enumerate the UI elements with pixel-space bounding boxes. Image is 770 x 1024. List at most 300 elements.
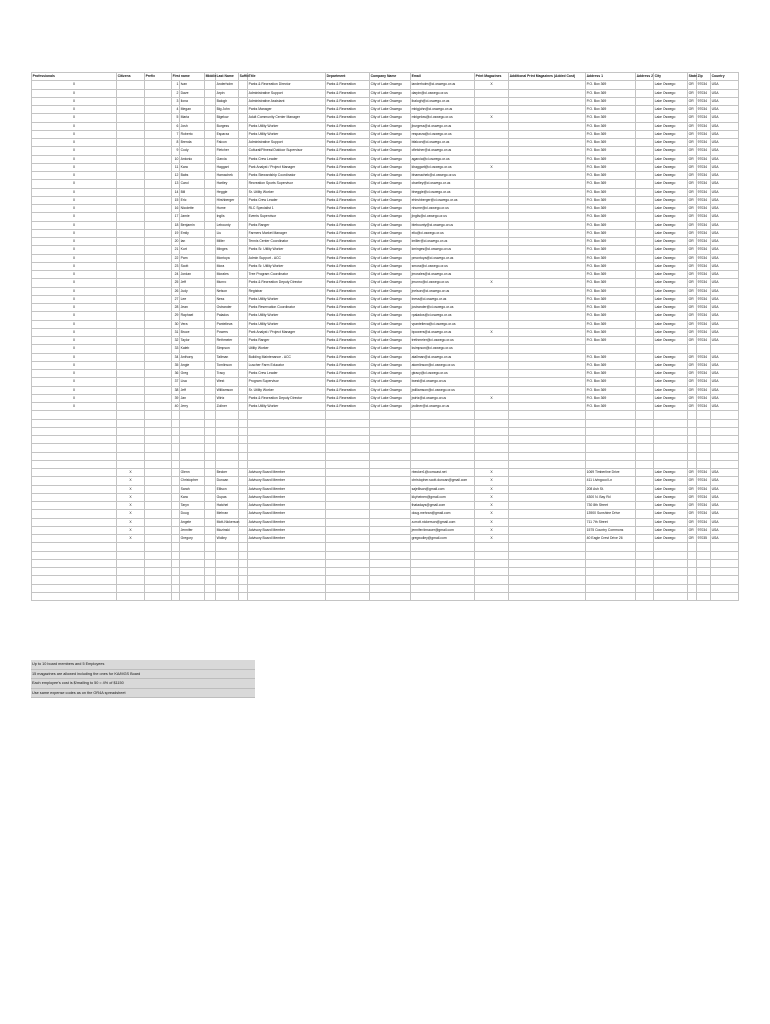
cell-department: Parks & Recreation: [326, 337, 370, 345]
cell-additional-magazines: [509, 427, 586, 435]
cell-company-name: City of Lake Oswego: [370, 312, 411, 320]
cell-print-magazines: X: [475, 493, 509, 501]
cell-middle: [205, 287, 216, 295]
cell-city: Lake Oswego: [654, 122, 688, 130]
cell-title: [248, 576, 326, 584]
cell-professionals: X: [32, 172, 117, 180]
cell-email: [411, 559, 475, 567]
cell-additional-magazines: [509, 81, 586, 89]
cell-address-2: [636, 122, 654, 130]
cell-state: OR: [688, 353, 697, 361]
cell-address-2: [636, 345, 654, 353]
cell-middle: [205, 147, 216, 155]
cell-first-name: [180, 568, 205, 576]
cell-company-name: City of Lake Oswego: [370, 271, 411, 279]
cell-title: Advisory Board Member: [248, 518, 326, 526]
cell-additional-magazines: [509, 477, 586, 485]
table-body: [32, 81, 739, 601]
cell-middle: [205, 592, 216, 600]
cell-country: USA: [711, 139, 739, 147]
cell-company-name: [370, 436, 411, 444]
cell-last-name: [216, 460, 239, 468]
empty-row: [32, 419, 739, 427]
cell-first-name: Eric: [180, 196, 205, 204]
cell-zip: [697, 551, 711, 559]
cell-title: RLC Specialist 1: [248, 205, 326, 213]
cell-suffix: [239, 460, 248, 468]
cell-additional-magazines: [509, 320, 586, 328]
cell-citizens: [117, 130, 145, 138]
cell-citizens: [117, 345, 145, 353]
cell-address-2: [636, 510, 654, 518]
cell-professionals: X: [32, 188, 117, 196]
cell-company-name: [370, 460, 411, 468]
cell-title: Advisory Board Member: [248, 510, 326, 518]
cell-state: [688, 345, 697, 353]
cell-last-name: Mott-Nickerson: [216, 518, 239, 526]
cell-first-name: Brenda: [180, 139, 205, 147]
cell-title: Parks Crew Leader: [248, 196, 326, 204]
cell-last-name: Powers: [216, 328, 239, 336]
cell-additional-magazines: [509, 89, 586, 97]
table-row: [32, 370, 739, 378]
cell-email: bheggie@ci.oswego.or.us: [411, 188, 475, 196]
cell-suffix: [239, 172, 248, 180]
cell-company-name: [370, 469, 411, 477]
cell-professionals: X: [32, 312, 117, 320]
cell-print-magazines: [475, 221, 509, 229]
cell-title: Advisory Board Member: [248, 469, 326, 477]
cell-last-name: Lebounty: [216, 221, 239, 229]
cell-citizens: [117, 213, 145, 221]
cell-city: Lake Oswego: [654, 287, 688, 295]
header-state: State: [688, 73, 697, 81]
cell-number: 2: [172, 89, 180, 97]
cell-suffix: [239, 205, 248, 213]
cell-address-2: [636, 394, 654, 402]
cell-professionals: [32, 460, 117, 468]
cell-department: [326, 576, 370, 584]
table-row: [32, 271, 739, 279]
cell-suffix: [239, 304, 248, 312]
cell-title: [248, 436, 326, 444]
cell-country: USA: [711, 213, 739, 221]
cell-number: 16: [172, 205, 180, 213]
cell-zip: 97034: [697, 139, 711, 147]
cell-company-name: [370, 411, 411, 419]
cell-company-name: City of Lake Oswego: [370, 196, 411, 204]
cell-last-name: Hamachek: [216, 172, 239, 180]
cell-country: USA: [711, 246, 739, 254]
cell-zip: [697, 543, 711, 551]
cell-print-magazines: [475, 130, 509, 138]
table-row: [32, 81, 739, 89]
header-company-name: Company Name: [370, 73, 411, 81]
cell-email: [411, 551, 475, 559]
cell-last-name: Garcia: [216, 155, 239, 163]
cell-country: USA: [711, 147, 739, 155]
cell-zip: 97034: [697, 485, 711, 493]
cell-middle: [205, 97, 216, 105]
spreadsheet-table: [31, 72, 739, 601]
table-row: [32, 205, 739, 213]
cell-number: [172, 452, 180, 460]
cell-suffix: [239, 477, 248, 485]
cell-address-2: [636, 163, 654, 171]
cell-department: [326, 493, 370, 501]
cell-email: ksimpson@ci.oswego.or.us: [411, 345, 475, 353]
cell-first-name: Jean: [180, 304, 205, 312]
cell-last-name: Hume: [216, 205, 239, 213]
empty-row: [32, 427, 739, 435]
cell-middle: [205, 543, 216, 551]
table-row: [32, 485, 739, 493]
cell-citizens: [117, 188, 145, 196]
cell-address-1: P.O. Box 369: [586, 279, 636, 287]
cell-middle: [205, 312, 216, 320]
cell-department: [326, 592, 370, 600]
cell-address-2: [636, 386, 654, 394]
cell-company-name: City of Lake Oswego: [370, 147, 411, 155]
cell-state: [688, 452, 697, 460]
cell-first-name: Benjamin: [180, 221, 205, 229]
cell-additional-magazines: [509, 353, 586, 361]
cell-state: OR: [688, 172, 697, 180]
cell-citizens: [117, 254, 145, 262]
cell-company-name: City of Lake Oswego: [370, 246, 411, 254]
cell-first-name: Doug: [180, 510, 205, 518]
cell-suffix: [239, 436, 248, 444]
note-line: Each employee's cost is $/mailing to 50 = 4% of $1150: [31, 679, 255, 689]
cell-state: [688, 460, 697, 468]
cell-prefix: [145, 576, 172, 584]
cell-citizens: [117, 163, 145, 171]
cell-email: eliu@ci.oswego.or.us: [411, 229, 475, 237]
cell-additional-magazines: [509, 114, 586, 122]
cell-address-2: [636, 526, 654, 534]
cell-address-2: [636, 271, 654, 279]
cell-print-magazines: X: [475, 279, 509, 287]
cell-department: Parks & Recreation: [326, 238, 370, 246]
cell-state: [688, 584, 697, 592]
cell-suffix: [239, 502, 248, 510]
cell-last-name: Hirshberger: [216, 196, 239, 204]
cell-company-name: City of Lake Oswego: [370, 114, 411, 122]
cell-state: OR: [688, 221, 697, 229]
table-row: [32, 510, 739, 518]
cell-city: Lake Oswego: [654, 246, 688, 254]
cell-state: OR: [688, 361, 697, 369]
cell-number: [172, 568, 180, 576]
cell-additional-magazines: [509, 526, 586, 534]
cell-email: sajellison@gmail.com: [411, 485, 475, 493]
cell-professionals: [32, 444, 117, 452]
cell-zip: 97034: [697, 353, 711, 361]
cell-address-2: [636, 221, 654, 229]
cell-citizens: [117, 279, 145, 287]
cell-last-name: Bigelow: [216, 114, 239, 122]
cell-middle: [205, 345, 216, 353]
cell-first-name: [180, 411, 205, 419]
cell-number: 1: [172, 81, 180, 89]
cell-citizens: [117, 122, 145, 130]
header-zip: Zip: [697, 73, 711, 81]
cell-last-name: [216, 452, 239, 460]
cell-city: [654, 576, 688, 584]
header-country: Country: [711, 73, 739, 81]
table-row: [32, 493, 739, 501]
cell-email: kkyheinen@gmail.com: [411, 493, 475, 501]
cell-department: Parks & Recreation: [326, 262, 370, 270]
cell-country: USA: [711, 510, 739, 518]
cell-print-magazines: [475, 89, 509, 97]
cell-company-name: City of Lake Oswego: [370, 337, 411, 345]
cell-additional-magazines: [509, 155, 586, 163]
cell-professionals: X: [32, 328, 117, 336]
cell-address-1: [586, 592, 636, 600]
header-prefix: Prefix: [145, 73, 172, 81]
cell-additional-magazines: [509, 361, 586, 369]
cell-company-name: [370, 493, 411, 501]
cell-company-name: [370, 419, 411, 427]
cell-print-magazines: [475, 361, 509, 369]
cell-middle: [205, 584, 216, 592]
cell-prefix: [145, 246, 172, 254]
cell-address-1: P.O. Box 369: [586, 361, 636, 369]
cell-department: [326, 460, 370, 468]
cell-suffix: [239, 337, 248, 345]
cell-address-1: P.O. Box 369: [586, 97, 636, 105]
cell-country: USA: [711, 403, 739, 411]
cell-prefix: [145, 205, 172, 213]
cell-address-1: P.O. Box 369: [586, 370, 636, 378]
empty-row: [32, 460, 739, 468]
table-row: [32, 345, 739, 353]
cell-print-magazines: [475, 97, 509, 105]
cell-city: [654, 551, 688, 559]
cell-number: 26: [172, 287, 180, 295]
table-row: [32, 221, 739, 229]
cell-department: Parks & Recreation: [326, 254, 370, 262]
cell-state: OR: [688, 229, 697, 237]
cell-first-name: Gregory: [180, 535, 205, 543]
cell-address-2: [636, 106, 654, 114]
cell-professionals: [32, 427, 117, 435]
cell-citizens: X: [117, 535, 145, 543]
cell-department: Parks & Recreation: [326, 163, 370, 171]
cell-first-name: Nicolette: [180, 205, 205, 213]
cell-address-1: P.O. Box 369: [586, 205, 636, 213]
cell-country: USA: [711, 254, 739, 262]
cell-professionals: [32, 477, 117, 485]
cell-country: USA: [711, 295, 739, 303]
cell-city: Lake Oswego: [654, 378, 688, 386]
cell-first-name: [180, 436, 205, 444]
cell-company-name: [370, 510, 411, 518]
cell-zip: 97034: [697, 205, 711, 213]
table-row: [32, 526, 739, 534]
cell-print-magazines: [475, 386, 509, 394]
cell-first-name: Megan: [180, 106, 205, 114]
header-middle: Middle: [205, 73, 216, 81]
cell-department: Parks & Recreation: [326, 312, 370, 320]
cell-country: USA: [711, 81, 739, 89]
cell-title: Parks Crew Leader: [248, 370, 326, 378]
cell-city: Lake Oswego: [654, 477, 688, 485]
cell-state: OR: [688, 254, 697, 262]
cell-last-name: [216, 419, 239, 427]
cell-country: USA: [711, 180, 739, 188]
cell-address-1: 711 7th Street: [586, 518, 636, 526]
cell-department: Parks & Recreation: [326, 221, 370, 229]
cell-suffix: [239, 221, 248, 229]
table-row: [32, 106, 739, 114]
cell-citizens: [117, 419, 145, 427]
cell-print-magazines: X: [475, 163, 509, 171]
cell-address-1: P.O. Box 369: [586, 89, 636, 97]
cell-last-name: Simpson: [216, 345, 239, 353]
cell-citizens: X: [117, 518, 145, 526]
cell-citizens: [117, 378, 145, 386]
cell-number: 25: [172, 279, 180, 287]
cell-company-name: [370, 444, 411, 452]
cell-title: [248, 452, 326, 460]
cell-print-magazines: [475, 106, 509, 114]
cell-state: OR: [688, 213, 697, 221]
cell-additional-magazines: [509, 287, 586, 295]
cell-country: USA: [711, 477, 739, 485]
cell-prefix: [145, 139, 172, 147]
cell-last-name: Falcon: [216, 139, 239, 147]
cell-email: resparza@ci.oswego.or.us: [411, 130, 475, 138]
cell-title: Parks Utility Worker: [248, 312, 326, 320]
cell-print-magazines: [475, 172, 509, 180]
cell-zip: 97034: [697, 163, 711, 171]
cell-number: 12: [172, 172, 180, 180]
cell-zip: 97034: [697, 370, 711, 378]
cell-state: OR: [688, 114, 697, 122]
cell-company-name: City of Lake Oswego: [370, 262, 411, 270]
table-row: [32, 97, 739, 105]
cell-city: Lake Oswego: [654, 229, 688, 237]
cell-additional-magazines: [509, 180, 586, 188]
cell-number: 18: [172, 221, 180, 229]
cell-address-1: P.O. Box 369: [586, 254, 636, 262]
cell-company-name: City of Lake Oswego: [370, 221, 411, 229]
cell-prefix: [145, 510, 172, 518]
cell-print-magazines: [475, 262, 509, 270]
cell-citizens: [117, 361, 145, 369]
cell-address-2: [636, 205, 654, 213]
cell-first-name: [180, 576, 205, 584]
cell-number: 19: [172, 229, 180, 237]
cell-additional-magazines: [509, 122, 586, 130]
cell-number: [172, 493, 180, 501]
cell-print-magazines: X: [475, 535, 509, 543]
cell-city: [654, 436, 688, 444]
cell-title: [248, 543, 326, 551]
cell-middle: [205, 469, 216, 477]
cell-city: Lake Oswego: [654, 254, 688, 262]
table-row: [32, 312, 739, 320]
cell-print-magazines: [475, 576, 509, 584]
cell-additional-magazines: [509, 345, 586, 353]
cell-department: [326, 584, 370, 592]
cell-address-1: P.O. Box 369: [586, 386, 636, 394]
cell-number: 7: [172, 130, 180, 138]
cell-country: USA: [711, 196, 739, 204]
cell-additional-magazines: [509, 295, 586, 303]
cell-first-name: Cody: [180, 147, 205, 155]
cell-last-name: Big John: [216, 106, 239, 114]
cell-additional-magazines: [509, 205, 586, 213]
cell-city: Lake Oswego: [654, 403, 688, 411]
cell-company-name: City of Lake Oswego: [370, 320, 411, 328]
note-line: Use same expense codes as on the OR4A spreadsheet: [31, 689, 255, 699]
cell-email: a.mott.nickerson@gmail.com: [411, 518, 475, 526]
cell-middle: [205, 337, 216, 345]
cell-prefix: [145, 180, 172, 188]
cell-zip: [697, 584, 711, 592]
cell-citizens: [117, 592, 145, 600]
cell-country: [711, 345, 739, 353]
cell-number: [172, 477, 180, 485]
cell-prefix: [145, 81, 172, 89]
cell-professionals: [32, 485, 117, 493]
cell-professionals: [32, 551, 117, 559]
cell-prefix: [145, 196, 172, 204]
cell-address-1: [586, 427, 636, 435]
cell-zip: 97034: [697, 287, 711, 295]
cell-city: [654, 419, 688, 427]
cell-country: USA: [711, 493, 739, 501]
cell-first-name: Maria: [180, 114, 205, 122]
cell-print-magazines: [475, 147, 509, 155]
cell-company-name: City of Lake Oswego: [370, 386, 411, 394]
cell-country: USA: [711, 287, 739, 295]
cell-country: USA: [711, 353, 739, 361]
cell-state: OR: [688, 337, 697, 345]
cell-department: [326, 427, 370, 435]
cell-middle: [205, 361, 216, 369]
cell-middle: [205, 419, 216, 427]
cell-suffix: [239, 370, 248, 378]
cell-country: USA: [711, 155, 739, 163]
cell-suffix: [239, 279, 248, 287]
cell-last-name: Balogh: [216, 97, 239, 105]
cell-citizens: X: [117, 469, 145, 477]
cell-email: jnelson@ci.oswego.or.us: [411, 287, 475, 295]
cell-middle: [205, 485, 216, 493]
cell-first-name: Kaleb: [180, 345, 205, 353]
cell-country: [711, 411, 739, 419]
cell-number: [172, 411, 180, 419]
cell-address-1: P.O. Box 369: [586, 271, 636, 279]
cell-country: [711, 460, 739, 468]
cell-country: USA: [711, 89, 739, 97]
cell-print-magazines: [475, 543, 509, 551]
cell-address-1: [586, 584, 636, 592]
cell-additional-magazines: [509, 271, 586, 279]
cell-middle: [205, 172, 216, 180]
cell-additional-magazines: [509, 196, 586, 204]
cell-first-name: Dave: [180, 89, 205, 97]
cell-address-2: [636, 213, 654, 221]
cell-email: khaggart@ci.oswego.or.us: [411, 163, 475, 171]
cell-email: [411, 444, 475, 452]
cell-address-2: [636, 196, 654, 204]
cell-email: [411, 592, 475, 600]
